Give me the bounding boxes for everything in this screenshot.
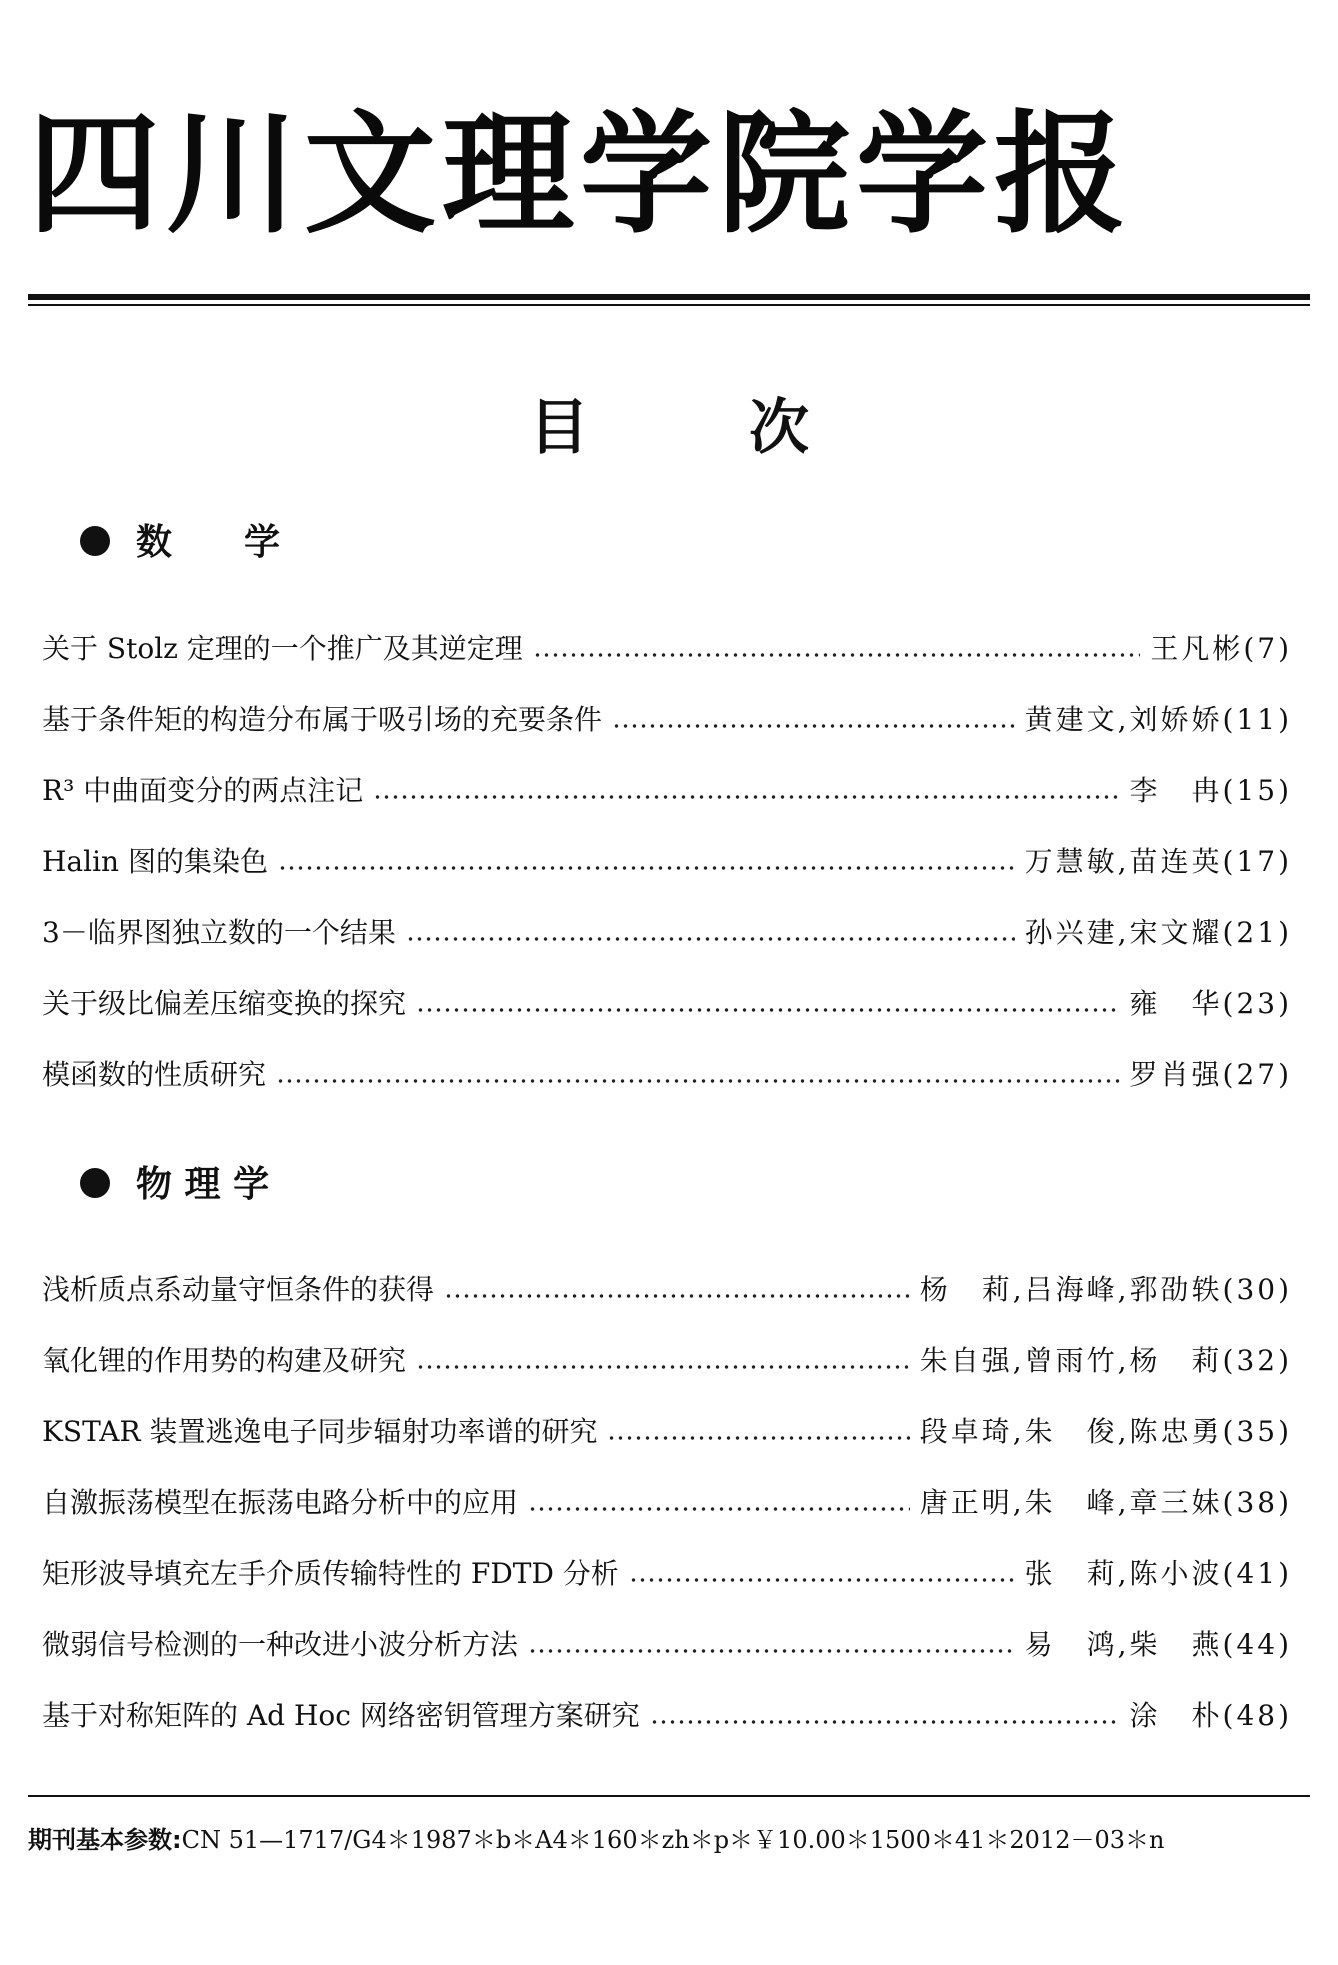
- dot-leader: [416, 1008, 1120, 1012]
- section-heading-math: [80, 512, 280, 572]
- toc-entry[interactable]: [42, 696, 1292, 744]
- toc-entry[interactable]: [42, 838, 1292, 886]
- toc-entry-authors: 段卓琦,朱 俊,陈忠勇(35): [919, 1415, 1292, 1448]
- toc-entry-title: 关于级比偏差压缩变换的探究: [42, 987, 407, 1020]
- toc-entry[interactable]: [42, 1550, 1292, 1598]
- toc-entry[interactable]: [42, 909, 1292, 957]
- journal-title: 四川文理学院学报: [28, 97, 1132, 252]
- bullet-icon: [80, 1168, 110, 1198]
- dot-leader: [533, 653, 1141, 657]
- toc-entry[interactable]: [42, 1621, 1292, 1669]
- dot-leader: [528, 1649, 1015, 1653]
- toc-entry-title: 模函数的性质研究: [42, 1058, 267, 1091]
- dot-leader: [406, 937, 1015, 941]
- section-heading-math-text: 数 学: [136, 521, 281, 563]
- dot-leader: [650, 1720, 1120, 1724]
- dot-leader: [444, 1294, 910, 1298]
- footer-rule: [28, 1795, 1310, 1797]
- dot-leader: [416, 1365, 910, 1369]
- toc-entry-authors: 王凡彬(7): [1150, 632, 1292, 665]
- toc-entry[interactable]: [42, 1479, 1292, 1527]
- toc-title: [0, 388, 1338, 468]
- toc-entry-title: 基于对称矩阵的 Ad Hoc 网络密钥管理方案研究: [42, 1699, 640, 1732]
- bullet-icon: [80, 526, 110, 556]
- toc-entry-authors: 罗肖强(27): [1129, 1058, 1292, 1091]
- toc-entry-title: 氧化锂的作用势的构建及研究: [42, 1344, 407, 1377]
- toc-entry-title: 基于条件矩的构造分布属于吸引场的充要条件: [42, 703, 603, 736]
- dot-leader: [629, 1578, 1015, 1582]
- toc-entry-title: Halin 图的集染色: [42, 845, 268, 878]
- toc-entry[interactable]: [42, 1266, 1292, 1314]
- section-heading-physics-text: 物 理 学: [136, 1163, 270, 1205]
- toc-entry-title: 自激振荡模型在振荡电路分析中的应用: [42, 1486, 519, 1519]
- toc-entry[interactable]: [42, 625, 1292, 673]
- toc-entry-title: R³ 中曲面变分的两点注记: [42, 774, 364, 807]
- toc-entry-authors: 张 莉,陈小波(41): [1024, 1557, 1292, 1590]
- toc-entry-title: 浅析质点系动量守恒条件的获得: [42, 1273, 435, 1306]
- toc-entry-authors: 孙兴建,宋文耀(21): [1024, 916, 1292, 949]
- masthead-rule-thick: [28, 294, 1310, 300]
- toc-entry-authors: 黄建文,刘娇娇(11): [1024, 703, 1292, 736]
- toc-entry-authors: 涂 朴(48): [1129, 1699, 1292, 1732]
- toc-entry-title: 矩形波导填充左手介质传输特性的 FDTD 分析: [42, 1557, 619, 1590]
- dot-leader: [607, 1436, 909, 1440]
- section-heading-physics: [80, 1154, 269, 1214]
- toc-entry-authors: 易 鸿,柴 燕(44): [1024, 1628, 1292, 1661]
- toc-entry[interactable]: [42, 1408, 1292, 1456]
- toc-entry-title: 微弱信号检测的一种改进小波分析方法: [42, 1628, 519, 1661]
- toc-title-part1: 目: [529, 393, 589, 463]
- toc-entry-authors: 朱自强,曾雨竹,杨 莉(32): [919, 1344, 1292, 1377]
- toc-entry[interactable]: [42, 1337, 1292, 1385]
- toc-entry-authors: 万慧敏,苗连英(17): [1024, 845, 1292, 878]
- toc-entry-authors: 唐正明,朱 峰,章三妹(38): [919, 1486, 1292, 1519]
- journal-parameters-label: 期刊基本参数:: [28, 1826, 182, 1854]
- toc-entry[interactable]: [42, 980, 1292, 1028]
- toc-entry-title: KSTAR 装置逃逸电子同步辐射功率谱的研究: [42, 1415, 598, 1448]
- toc-entry[interactable]: [42, 1051, 1292, 1099]
- toc-entry-title: 3－临界图独立数的一个结果: [42, 916, 396, 949]
- toc-title-part2: 次: [749, 393, 809, 463]
- masthead-rule-thin: [28, 304, 1310, 306]
- toc-entry-authors: 李 冉(15): [1129, 774, 1292, 807]
- dot-leader: [373, 795, 1119, 799]
- dot-leader: [278, 866, 1015, 870]
- journal-parameters: [28, 1820, 1164, 1860]
- dot-leader: [528, 1507, 910, 1511]
- journal-parameters-value: CN 51—1717/G4＊1987＊b＊A4＊160＊zh＊p＊￥10.00＊1500＊41＊2012－03＊n: [181, 1826, 1165, 1854]
- dot-leader: [612, 724, 1015, 728]
- toc-entry-title: 关于 Stolz 定理的一个推广及其逆定理: [42, 632, 523, 665]
- dot-leader: [276, 1079, 1120, 1083]
- toc-entry-authors: 杨 莉,吕海峰,郛劭轶(30): [919, 1273, 1292, 1306]
- toc-entry[interactable]: [42, 767, 1292, 815]
- toc-entry[interactable]: [42, 1692, 1292, 1740]
- toc-entry-authors: 雍 华(23): [1129, 987, 1292, 1020]
